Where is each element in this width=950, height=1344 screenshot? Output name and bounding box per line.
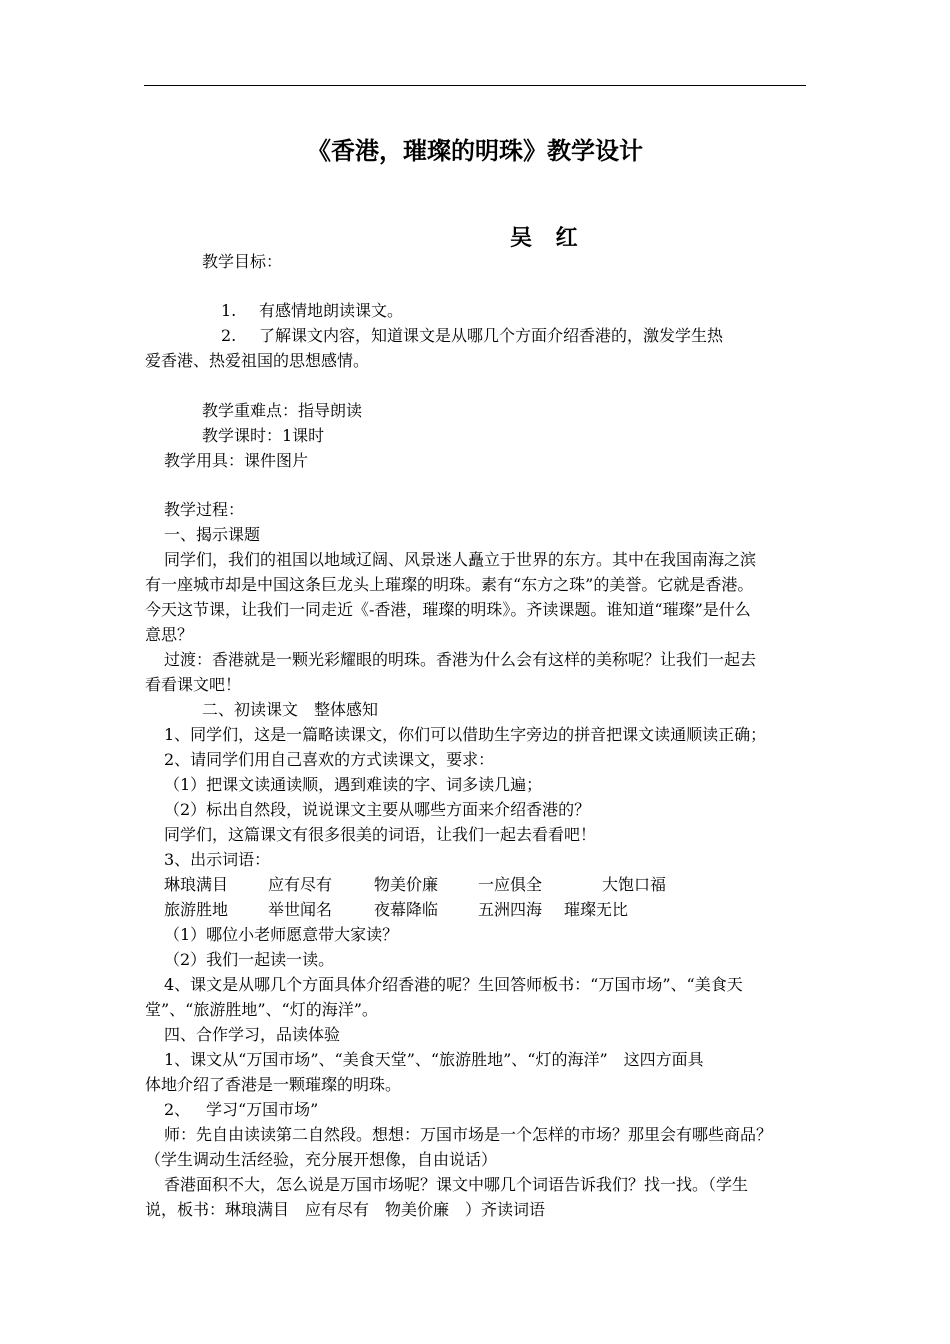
goal-2-continued: 爱香港、热爱祖国的思想感情。 xyxy=(145,351,370,370)
section-4-step-2: 学习“万国市场” xyxy=(206,1100,319,1119)
author-name: 吴 红 xyxy=(510,226,586,251)
section-4-step-1-line-1: 1、课文从“万国市场”、“美食天堂”、“旅游胜地”、“灯的海洋” 这四方面具 xyxy=(164,1050,704,1069)
vocab-intro: 同学们，这篇课文有很多很美的词语，让我们一起去看看吧！ xyxy=(164,825,597,844)
paragraph-1-line-1: 同学们，我们的祖国以地域辽阔、风景迷人矗立于世界的东方。其中在我国南海之滨 xyxy=(164,550,757,569)
goal-1-number: 1. xyxy=(221,301,237,320)
vocab-row-2 xyxy=(164,900,628,920)
step-4-line-2: 堂”、“旅游胜地”、“灯的海洋”。 xyxy=(145,1000,378,1019)
goals-label: 教学目标： xyxy=(202,252,283,271)
goal-2-number: 2. xyxy=(221,326,237,345)
teacher-line-1: 师：先自由读读第二自然段。想想：万国市场是一个怎样的市场？那里会有哪些商品？ xyxy=(164,1125,773,1144)
section-2-heading: 二、初读课文 整体感知 xyxy=(202,700,379,719)
vocab-word: 五洲四海 xyxy=(478,900,543,919)
step-3-task-1: （1）哪位小老师愿意带大家读？ xyxy=(164,925,399,944)
section-1-heading: 一、揭示课题 xyxy=(164,525,261,544)
teaching-tools: 教学用具：课件图片 xyxy=(164,451,309,470)
section-4-heading: 四、合作学习，品读体验 xyxy=(164,1025,341,1044)
vocab-word: 一应俱全 xyxy=(478,875,543,894)
vocab-word: 应有尽有 xyxy=(268,875,333,894)
transition-line-1: 过渡：香港就是一颗光彩耀眼的明珠。香港为什么会有这样的美称呢？让我们一起去 xyxy=(164,650,757,669)
step-2: 2、请同学们用自己喜欢的方式读课文，要求： xyxy=(164,750,495,769)
section-4-step-1-line-2: 体地介绍了香港是一颗璀璨的明珠。 xyxy=(145,1075,402,1094)
step-2-requirement-1: （1）把课文读通读顺，遇到难读的字、词多读几遍； xyxy=(164,775,543,794)
step-4-line-1: 4、课文是从哪几个方面具体介绍香港的呢？生回答师板书：“万国市场”、“美食天 xyxy=(164,975,743,994)
teacher-line-2: （学生调动生活经验，充分展开想像，自由说话） xyxy=(145,1150,498,1169)
vocab-row-1 xyxy=(164,875,666,895)
transition-line-2: 看看课文吧！ xyxy=(145,675,242,694)
goal-2: 了解课文内容，知道课文是从哪几个方面介绍香港的，激发学生热 xyxy=(259,326,724,345)
step-3-task-2: （2）我们一起读一读。 xyxy=(164,950,335,969)
vocab-word: 旅游胜地 xyxy=(164,900,229,919)
lesson-duration: 教学课时：1课时 xyxy=(202,426,325,445)
vocab-word: 大饱口福 xyxy=(602,875,667,894)
header-rule xyxy=(144,85,806,86)
vocab-word: 夜幕降临 xyxy=(374,900,439,919)
paragraph-1-line-3: 今天这节课，让我们一同走近《-香港，璀璨的明珠》。齐读课题。谁知道“璀璨”是什么 xyxy=(145,600,751,619)
paragraph-1-line-2: 有一座城市却是中国这条巨龙头上璀璨的明珠。素有“东方之珠”的美誉。它就是香港。 xyxy=(145,575,754,594)
process-label: 教学过程： xyxy=(164,500,245,519)
step-1: 1、同学们，这是一篇略读课文，你们可以借助生字旁边的拼音把课文读通顺读正确； xyxy=(164,725,767,744)
vocab-word: 琳琅满目 xyxy=(164,875,229,894)
vocab-word: 璀璨无比 xyxy=(564,900,629,919)
paragraph-1-line-4: 意思？ xyxy=(145,625,194,644)
teacher-line-4: 说，板书：琳琅满目 应有尽有 物美价廉 ）齐读词语 xyxy=(145,1200,546,1219)
document-title: 《香港，璀璨的明珠》教学设计 xyxy=(307,137,643,165)
vocab-word: 物美价廉 xyxy=(374,875,439,894)
step-2-requirement-2: （2）标出自然段，说说课文主要从哪些方面来介绍香港的？ xyxy=(164,800,591,819)
section-4-step-2-number: 2、 xyxy=(164,1100,191,1119)
step-3: 3、出示词语： xyxy=(164,850,271,869)
teacher-line-3: 香港面积不大，怎么说是万国市场呢？课文中哪几个词语告诉我们？找一找。（学生 xyxy=(164,1175,749,1194)
vocab-word: 举世闻名 xyxy=(268,900,333,919)
goal-1: 有感情地朗读课文。 xyxy=(259,301,404,320)
key-points: 教学重难点：指导朗读 xyxy=(202,401,363,420)
